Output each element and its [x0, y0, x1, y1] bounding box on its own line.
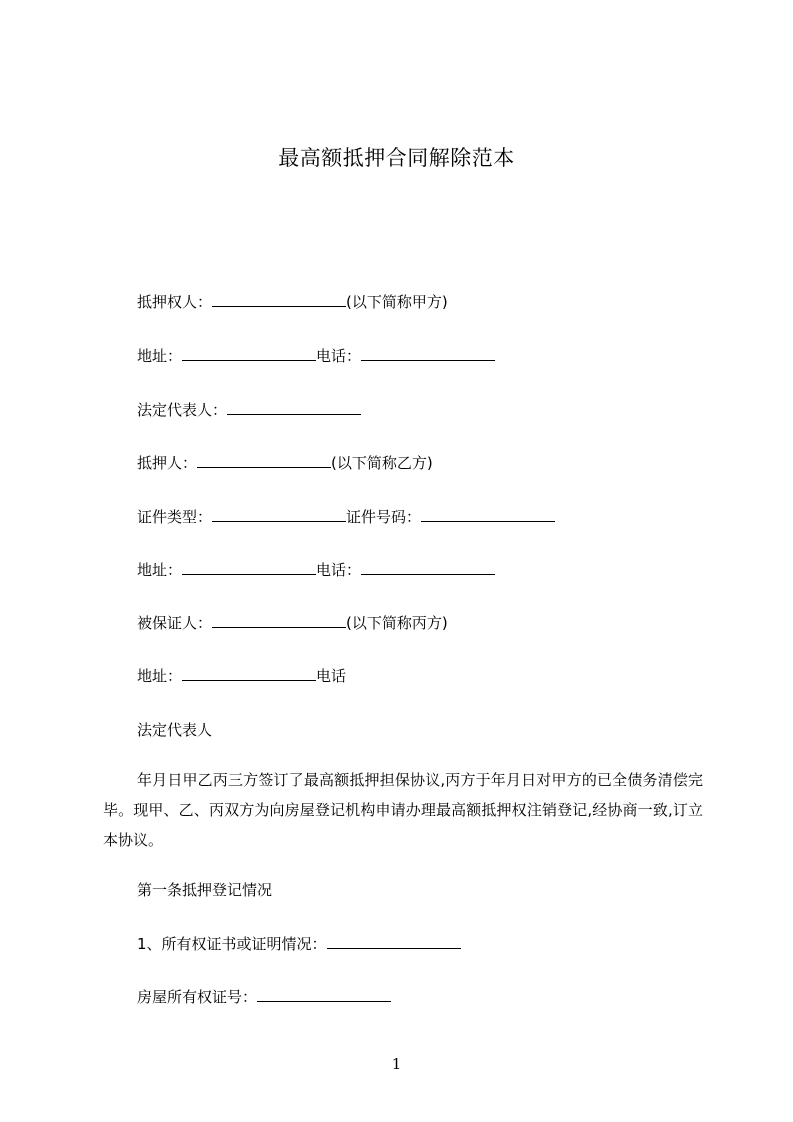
legal-rep-label: 法定代表人：	[137, 401, 228, 419]
id-number-blank	[421, 507, 555, 522]
legal-rep-line	[137, 399, 361, 420]
mortgagee-blank	[212, 292, 346, 307]
phone-blank	[361, 560, 495, 575]
phone-label: 电话：	[316, 561, 362, 579]
house-cert-label: 房屋所有权证号：	[137, 988, 258, 1006]
phone-label-plain: 电话	[316, 667, 347, 685]
mortgagor-blank	[197, 453, 331, 468]
address-label: 地址：	[137, 561, 183, 579]
mortgagee-label: 抵押权人：	[137, 293, 213, 311]
guaranteed-label: 被保证人：	[137, 614, 213, 632]
address-label: 地址：	[137, 667, 183, 685]
item1-blank	[327, 934, 461, 949]
mortgagor-label: 抵押人：	[137, 454, 198, 472]
id-type-label: 证件类型：	[137, 508, 213, 526]
house-cert-line	[137, 986, 391, 1007]
id-line	[137, 506, 555, 527]
mortgagor-suffix: (以下简称乙方)	[331, 454, 433, 472]
address-blank	[182, 560, 316, 575]
house-cert-blank	[257, 987, 391, 1002]
legal-rep-plain-line	[137, 719, 212, 740]
guaranteed-line	[137, 612, 448, 633]
page-number: 1	[391, 1055, 402, 1073]
id-type-blank	[212, 507, 346, 522]
item1-label: 1、所有权证书或证明情况：	[137, 935, 327, 953]
address-phone-line-2	[137, 559, 495, 580]
item1-line	[137, 933, 461, 954]
phone-blank	[361, 346, 495, 361]
address-phone-line-1	[137, 345, 495, 366]
guaranteed-blank	[212, 613, 346, 628]
address-phone-line-3	[137, 665, 346, 686]
body-paragraph: 年月日甲乙丙三方签订了最高额抵押担保协议,丙方于年月日对甲方的已全债务清偿完毕。现甲、乙、丙双方为向房屋登记机构申请办理最高额抵押权注销登记,经协商一致,订立本协议。	[103, 771, 703, 849]
mortgagee-suffix: (以下简称甲方)	[346, 293, 448, 311]
guaranteed-suffix: (以下简称丙方)	[346, 614, 448, 632]
article1-heading: 第一条抵押登记情况	[137, 881, 273, 899]
legal-rep-blank	[227, 400, 361, 415]
address-label: 地址：	[137, 347, 183, 365]
phone-label: 电话：	[316, 347, 362, 365]
mortgagee-line	[137, 291, 448, 312]
address-blank	[182, 346, 316, 361]
document-title: 最高额抵押合同解除范本	[278, 146, 515, 170]
legal-rep-plain: 法定代表人	[137, 721, 213, 739]
address-blank	[182, 666, 316, 681]
id-number-label: 证件号码：	[346, 508, 422, 526]
mortgagor-line	[137, 452, 433, 473]
